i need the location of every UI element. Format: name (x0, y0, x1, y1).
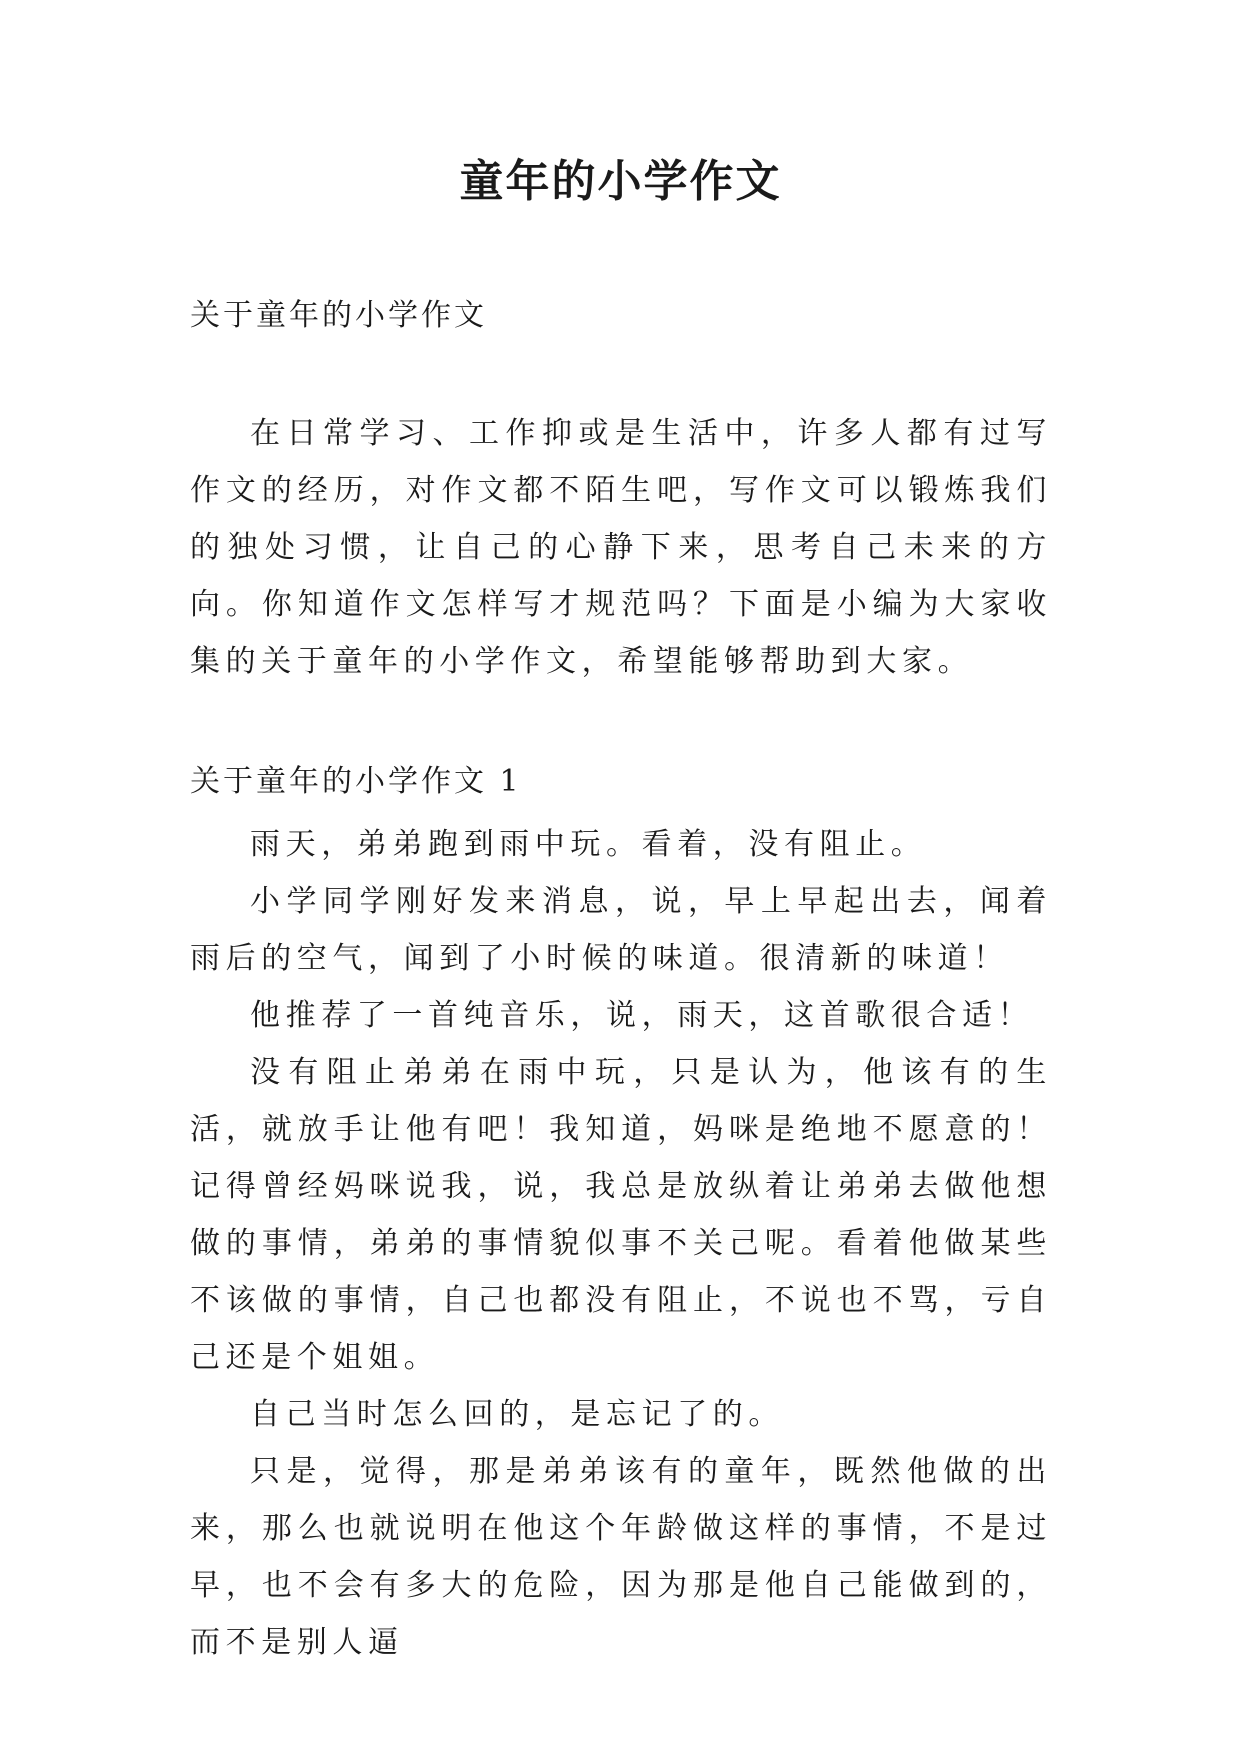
essay-paragraph: 雨天，弟弟跑到雨中玩。看着，没有阻止。 (250, 827, 927, 862)
document-subtitle: 关于童年的小学作文 (190, 298, 487, 333)
essay-paragraph: 自己当时怎么回的，是忘记了的。 (250, 1397, 784, 1432)
intro-section (190, 405, 1052, 690)
essay-paragraph: 他推荐了一首纯音乐，说，雨天，这首歌很合适！ (250, 998, 1034, 1033)
essay-body (190, 816, 1052, 1671)
essay-paragraph: 只是，觉得，那是弟弟该有的童年，既然他做的出来，那么也就说明在他这个年龄做这样的事情，不是过早，也不会有多大的危险，因为那是他自己能做到的，而不是别人逼 (190, 1454, 1052, 1660)
section-heading: 关于童年的小学作文 1 (190, 764, 522, 799)
document-title: 童年的小学作文 (459, 156, 782, 207)
intro-paragraph: 在日常学习、工作抑或是生活中，许多人都有过写作文的经历，对作文都不陌生吧，写作文可以锻炼我们的独处习惯，让自己的心静下来，思考自己未来的方向。你知道作文怎样写才规范吗？下面是小编为大家收集的关于童年的小学作文，希望能够帮助到大家。 (190, 416, 1052, 679)
essay-paragraph: 没有阻止弟弟在雨中玩，只是认为，他该有的生活，就放手让他有吧！我知道，妈咪是绝地不愿意的！记得曾经妈咪说我，说，我总是放纵着让弟弟去做他想做的事情，弟弟的事情貌似事不关己呢。看着他做某些不该做的事情，自己也都没有阻止，不说也不骂，亏自己还是个姐姐。 (190, 1055, 1052, 1375)
essay-paragraph: 小学同学刚好发来消息，说，早上早起出去，闻着雨后的空气，闻到了小时候的味道。很清新的味道！ (190, 884, 1052, 976)
